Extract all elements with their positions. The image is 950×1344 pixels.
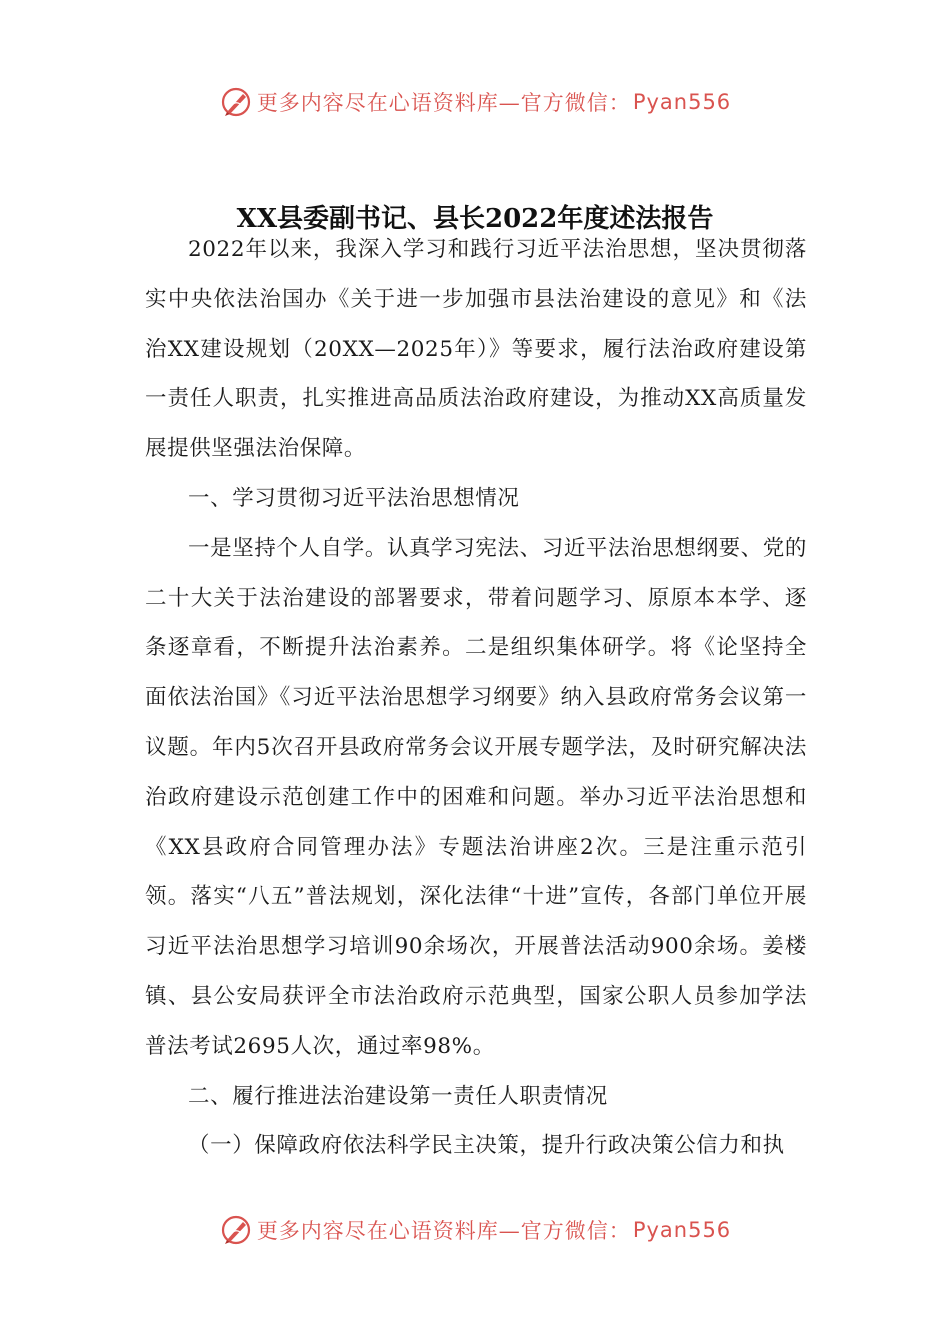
watermark-text: 更多内容尽在心语资料库—官方微信： bbox=[256, 1219, 631, 1243]
paragraph-subsection-1: （一）保障政府依法科学民主决策，提升行政决策公信力和执 bbox=[188, 1133, 785, 1159]
watermark-header bbox=[0, 82, 950, 122]
watermark-wechat-id: Pyan556 bbox=[632, 1218, 732, 1242]
document-title: XX县委副书记、县长2022年度述法报告 bbox=[236, 204, 714, 234]
pen-logo-icon bbox=[219, 85, 253, 119]
pen-logo-icon bbox=[219, 1213, 253, 1247]
watermark-wechat-id: Pyan556 bbox=[632, 90, 732, 114]
watermark-text: 更多内容尽在心语资料库—官方微信： bbox=[256, 91, 631, 115]
paragraph-intro: 2022年以来，我深入学习和践行习近平法治思想，坚决贯彻落实中央依法治国办《关于进一步加强市县法治建设的意见》和《法治XX建设规划（20XX—2025年）》等要求，履行法治政府建设第一责任人职责，扎实推进高品质法治政府建设，为推动XX高质量发展提供坚强法治保障。 bbox=[145, 237, 807, 462]
document-body bbox=[145, 225, 807, 1171]
section-heading-1: 一、学习贯彻习近平法治思想情况 bbox=[188, 485, 520, 511]
section-heading-2: 二、履行推进法治建设第一责任人职责情况 bbox=[188, 1083, 608, 1109]
paragraph-section-1: 一是坚持个人自学。认真学习宪法、习近平法治思想纲要、党的二十大关于法治建设的部署要求，带着问题学习、原原本本学、逐条逐章看，不断提升法治素养。二是组织集体研学。将《论坚持全面依法治国》《习近平法治思想学习纲要》纳入县政府常务会议第一议题。年内5次召开县政府常务会议开展专题学法，及时研究解决法治政府建设示范创建工作中的困难和问题。举办习近平法治思想和《XX县政府合同管理办法》专题法治讲座2次。三是注重示范引领。落实“八五”普法规划，深化法律“十进”宣传，各部门单位开展习近平法治思想学习培训90余场次，开展普法活动900余场。姜楼镇、县公安局获评全市法治政府示范典型，国家公职人员参加学法普法考试2695人次，通过率98%。 bbox=[145, 535, 807, 1059]
watermark-footer bbox=[0, 1210, 950, 1250]
